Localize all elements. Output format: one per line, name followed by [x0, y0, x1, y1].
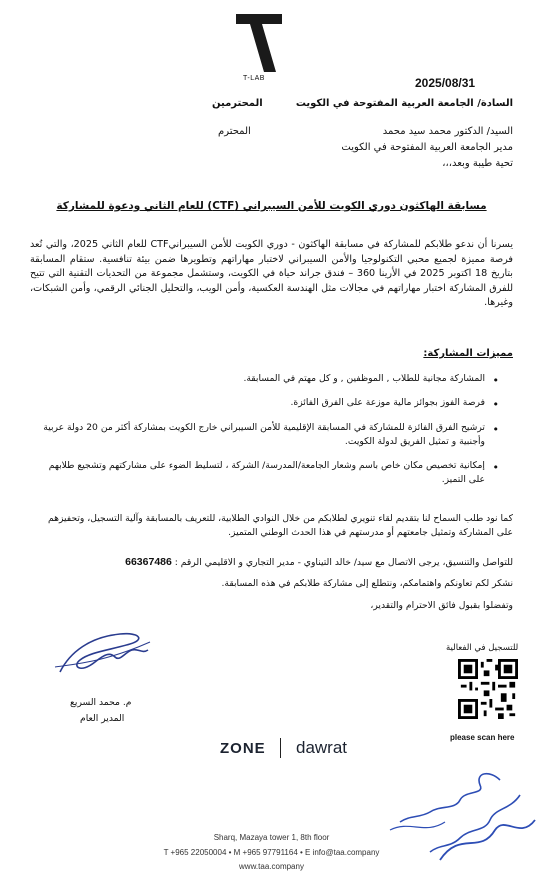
- feature-item: • فرصة الفوز بجوائز مالية موزعة على الفرق الفائزة.: [30, 396, 499, 410]
- letter-date: 2025/08/31: [415, 76, 476, 90]
- features-title: مميزات المشاركة:: [423, 348, 513, 359]
- recipient-role: مدير الجامعة العربية المفتوحة في الكويت: [341, 142, 513, 153]
- footer-address: Sharq, Mazaya tower 1, 8th floor: [213, 833, 330, 842]
- footer-website[interactable]: www.taa.company: [239, 862, 304, 871]
- feature-item: • المشاركة مجانية للطلاب , الموظفين , و كل مهتم في المسابقة.: [30, 372, 499, 386]
- sender-title: المدير العام: [80, 713, 125, 724]
- sender-name: م. محمد السريع: [70, 697, 132, 708]
- signature-image: [50, 622, 160, 682]
- qr-label: للتسجيل في الفعالية: [446, 643, 519, 653]
- footer-contacts: T +965 22050004 • M +965 97791164 • E info@taa.company: [163, 848, 380, 857]
- body-paragraph: يسرنا أن ندعو طلابكم للمشاركة في مسابقة الهاكثون - دوري الكويت للأمن السيبرانيCTF للعام الثاني 2025، والتي تُعد فرصة مميزة لجميع محبي التكنولوجيا والأمن السيبراني لاختبار مهاراتهم وتطويرها ضمن بيئة تنافسية. ستقام المسابقة بتاريخ 18 اكتوبر 2025 في الأرينا 360 – فندق جراند حياة في الكويت، وستشمل مجموعة من التحديات التقنية التي تتيح للفرق المشاركة اختبار مهاراتهم في مجالات مثل الهندسة العكسية، وأمن الويب، والتحليل الجنائي الرقمي، وأمن الشبكات، وغيرها.: [30, 239, 513, 309]
- contact-number: 66367486: [125, 556, 172, 568]
- features-list: [30, 372, 513, 498]
- greeting: تحية طيبة وبعد،،،: [442, 158, 513, 169]
- thanks-line: نشكر لكم تعاونكم واهتمامكم، ونتطلع إلى مشاركة طلابكم في هذه المسابقة.: [221, 578, 513, 589]
- feature-item: • إمكانية تخصيص مكان خاص باسم وشعار الجامعة/المدرسة/ الشركة ، لتسليط الضوء على مشاركتهم وتشجيع طلابهم على التميز.: [30, 459, 499, 488]
- closing-line: وتفضلوا بقبول فائق الاحترام والتقدير،: [370, 600, 513, 611]
- recipient-name: السيد/ الدكتور محمد سيد محمد: [382, 126, 513, 137]
- zone-logo: ZONE: [220, 740, 266, 757]
- dawrat-logo: dawrat: [296, 738, 348, 757]
- qr-code-icon[interactable]: [458, 659, 518, 719]
- contact-text: للتواصل والتنسيق، يرجى الاتصال مع سيد/ خالد التيناوي - مدير التجاري و الاقليمي الرقم :: [174, 557, 513, 568]
- contact-line: [30, 556, 513, 568]
- addressee-honorific: المحترمين: [212, 98, 263, 109]
- addressee-line: السادة/ الجامعة العربية المفتوحة في الكويت: [295, 98, 513, 109]
- company-logo: [230, 10, 286, 80]
- feature-item: • ترشيح الفرق الفائزة للمشاركة في المسابقة الإقليمية للأمن السيبراني خارج الكويت بمشاركة أكثر من 20 دولة عربية وأجنبية و تمثيل الفريق لدولة الكويت.: [30, 421, 499, 450]
- request-paragraph: كما نود طلب السماح لنا بتقديم لقاء تنويري لطلابكم من خلال النوادي الطلابية، للتعريف بالمسابقة وآلية التسجيل، وتحفيزهم على المشاركة وتمثيل جامعتهم أو مدرستهم في هذا الحدث الوطني المتميز.: [48, 513, 513, 539]
- letter-subject: مسابقة الهاكثون دوري الكويت للأمن السيبراني (CTF) للعام الثاني ودعوة للمشاركة: [56, 200, 487, 212]
- qr-scan-text: please scan here: [450, 733, 515, 742]
- logo-text: T-LAB: [243, 75, 265, 82]
- recipient-honorific: المحترم: [218, 126, 251, 137]
- logo-divider: [280, 738, 281, 758]
